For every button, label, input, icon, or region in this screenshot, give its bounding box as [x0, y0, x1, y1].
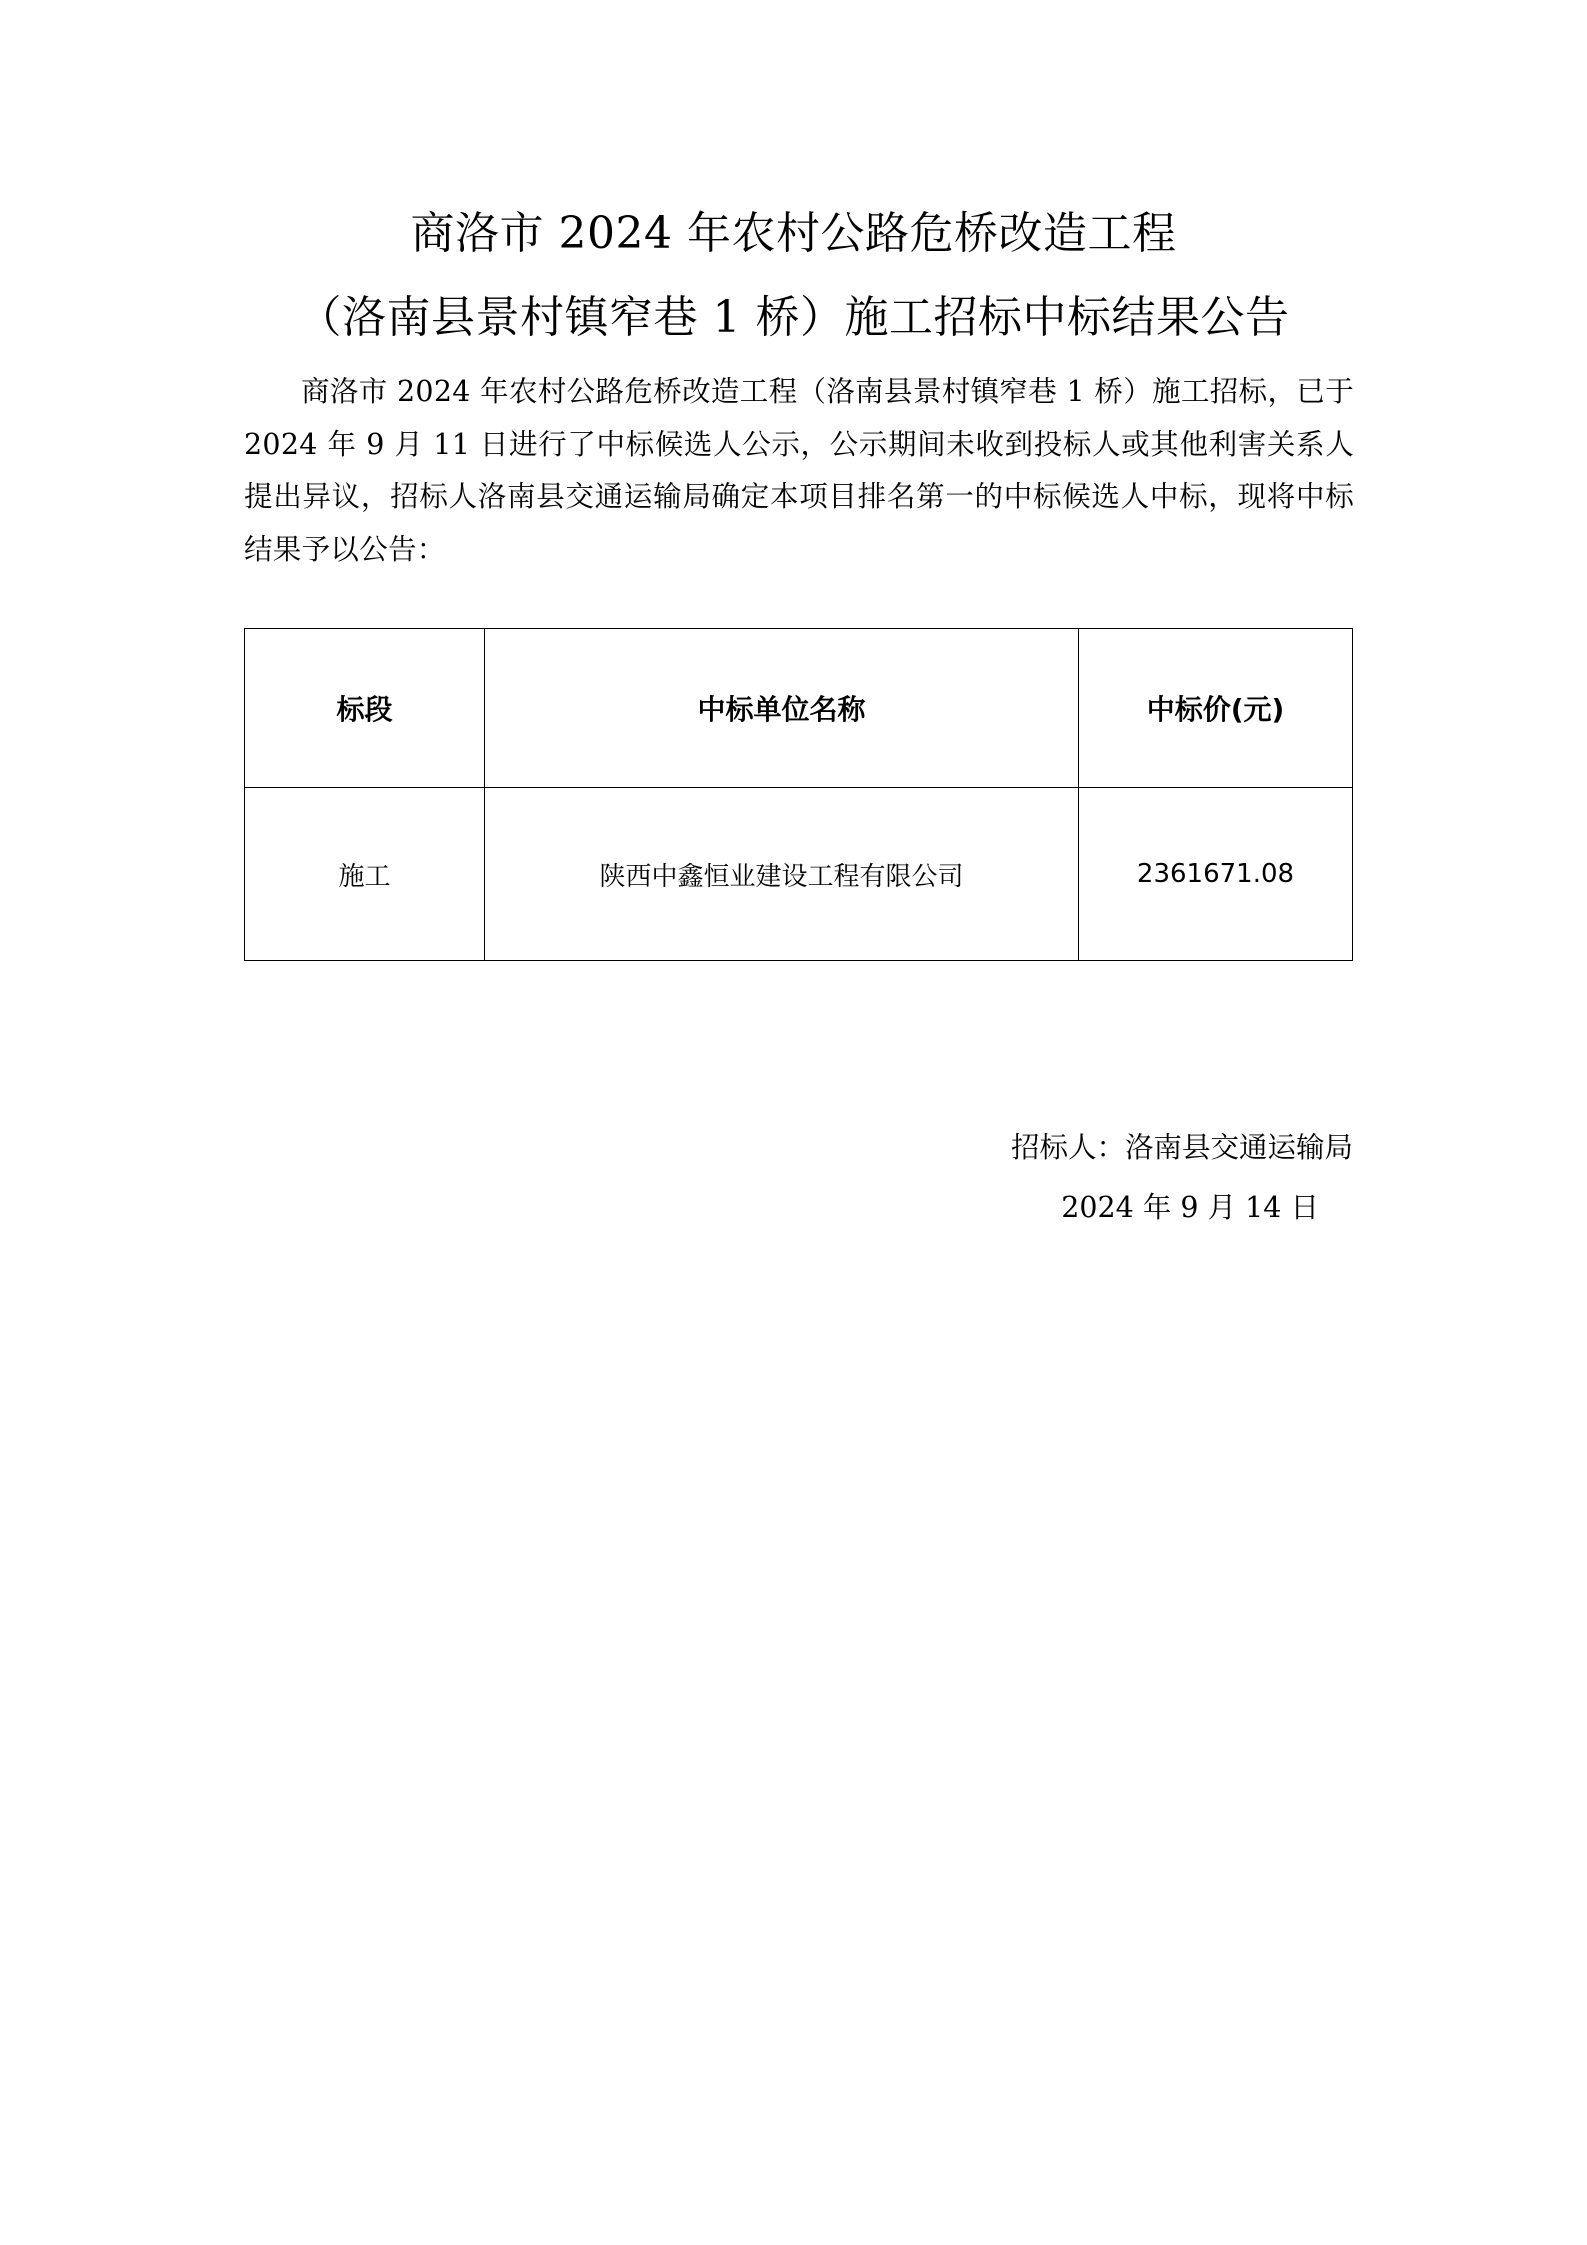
page-title-line-2: （洛南县景村镇窄巷 1 桥）施工招标中标结果公告: [297, 292, 1290, 343]
table-row: [245, 788, 1353, 961]
table-header-section: 标段: [245, 629, 485, 788]
issue-date: 2024 年 9 月 14 日: [1061, 1191, 1319, 1224]
table-cell-winner-name: 陕西中鑫恒业建设工程有限公司: [485, 788, 1079, 961]
signature-block: [1011, 1118, 1353, 1238]
table-header-row: [245, 629, 1353, 788]
issuer-line: 招标人：洛南县交通运输局: [1010, 1131, 1353, 1164]
page-title-line-1: 商洛市 2024 年农村公路危桥改造工程: [410, 208, 1177, 259]
table-cell-section: 施工: [245, 788, 485, 961]
table-header-award-price: 中标价(元): [1079, 629, 1353, 788]
table-cell-award-price: 2361671.08: [1079, 788, 1353, 961]
table-header-winner-name: 中标单位名称: [485, 629, 1079, 788]
award-result-table: [244, 628, 1353, 961]
announcement-paragraph: 商洛市 2024 年农村公路危桥改造工程（洛南县景村镇窄巷 1 桥）施工招标，已于 2024 年 9 月 11 日进行了中标候选人公示，公示期间未收到投标人或其他利害关系人提出异议，招标人洛南县交通运输局确定本项目排名第一的中标候选人中标，现将中标结果予以公告：: [244, 375, 1354, 566]
